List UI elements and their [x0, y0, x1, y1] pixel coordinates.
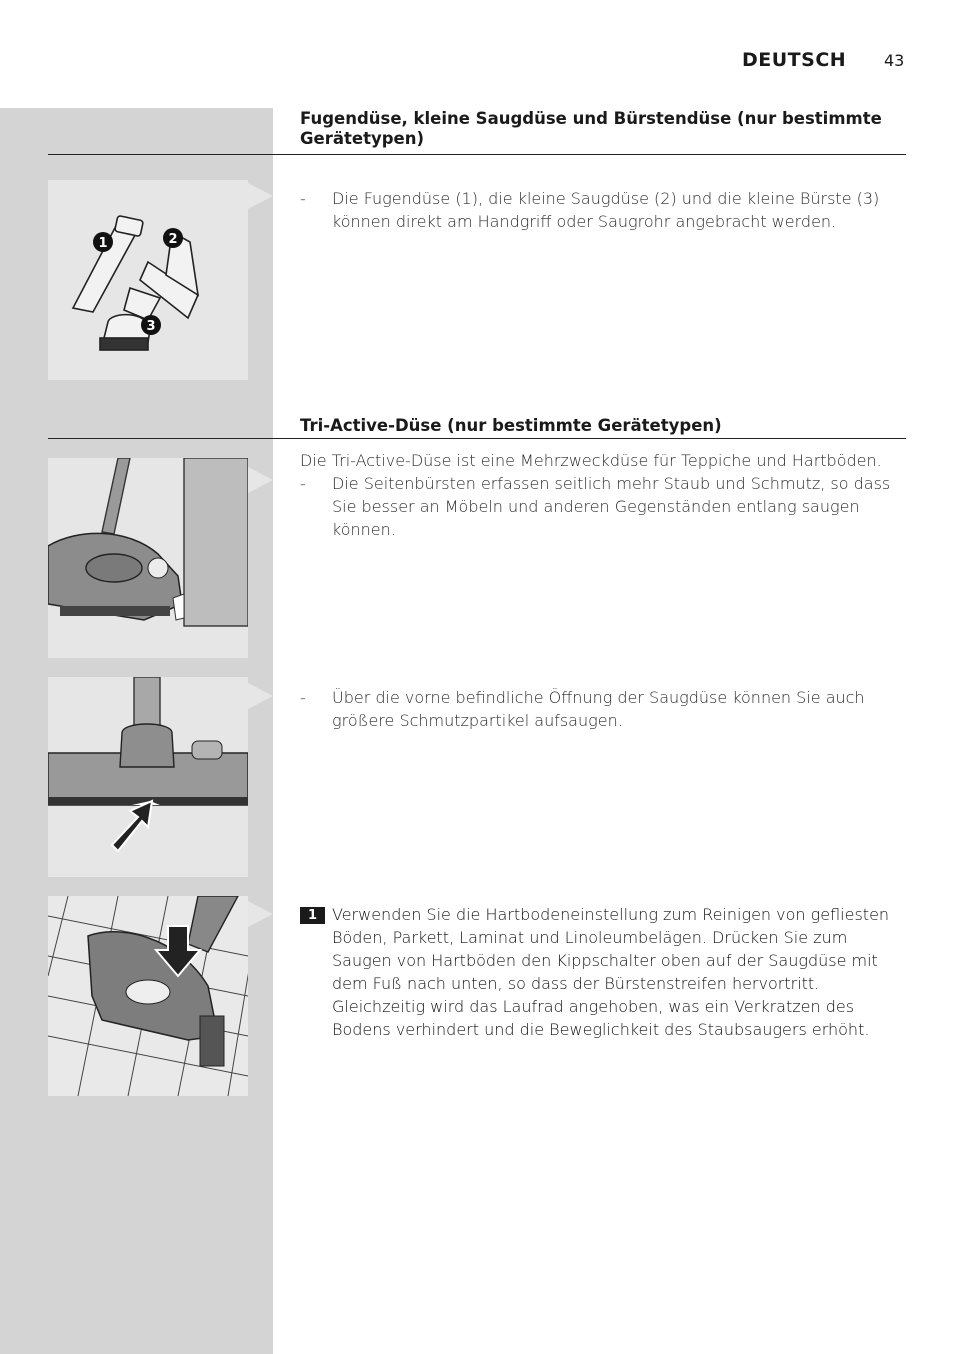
figure-label-1: 1: [98, 236, 108, 251]
language-label: DEUTSCH: [742, 49, 847, 71]
page-number: 43: [884, 51, 905, 70]
nozzles-illustration: [48, 180, 248, 380]
intro-text: Die Tri-Active-Düse ist eine Mehrzweckdüse für Teppiche und Hartböden.: [300, 451, 882, 470]
bullet-dash: -: [300, 688, 306, 707]
bullet-text: Die Seitenbürsten erfassen seitlich mehr Staub und Schmutz, so dass Sie besser an Möbeln und anderen Gegenständen entlang saugen können.: [332, 474, 891, 539]
bullet-text: Die Fugendüse (1), die kleine Saugdüse (2) und die kleine Bürste (3) können direkt am Handgriff oder Saugrohr angebracht werden.: [332, 189, 880, 231]
hard-floor-illustration: [48, 896, 248, 1096]
bullet-dash: -: [300, 189, 306, 208]
bullet-text: Über die vorne befindliche Öffnung der Saugdüse können Sie auch größere Schmutzpartikel aufsaugen.: [332, 688, 865, 730]
tri-active-side-illustration: [48, 458, 248, 658]
step-text: Verwenden Sie die Hartbodeneinstellung zum Reinigen von gefliesten Böden, Parkett, Laminat und Linoleumbelägen. Drücken Sie zum Saugen von Hartböden den Kippschalter oben auf der Saugdüse mit dem Fuß nach unten, so dass der Bürstenstreifen hervortritt. Gleichzeitig wird das Laufrad angehoben, was ein Verkratzen des Bodens verhindert und die Beweglichkeit des Staubsaugers erhöht.: [332, 905, 890, 1039]
figure-pointer: [248, 683, 273, 709]
section2-text-b: [300, 686, 906, 732]
section-divider: [48, 438, 906, 439]
bullet-item: [300, 187, 906, 233]
step-number: 1: [300, 907, 325, 924]
figure-pointer: [248, 901, 273, 927]
figure-label-2: 2: [168, 232, 178, 247]
steps-text: [300, 903, 906, 1041]
section2-text: [300, 449, 906, 541]
bullet-item: [300, 686, 906, 732]
section-divider: [48, 154, 906, 155]
figure-label-3: 3: [146, 319, 156, 334]
figure-pointer: [248, 467, 273, 493]
figure-pointer: [248, 183, 273, 209]
bullet-item: [300, 472, 906, 541]
bullet-dash: -: [300, 474, 306, 493]
step-item: [300, 903, 906, 1041]
section-heading-nozzles: Fugendüse, kleine Saugdüse und Bürstendüse (nur bestimmte Gerätetypen): [300, 109, 882, 148]
section1-text: [300, 187, 906, 233]
section-heading-tri-active: Tri-Active-Düse (nur bestimmte Gerätetypen): [300, 416, 722, 435]
tri-active-front-illustration: [48, 677, 248, 877]
